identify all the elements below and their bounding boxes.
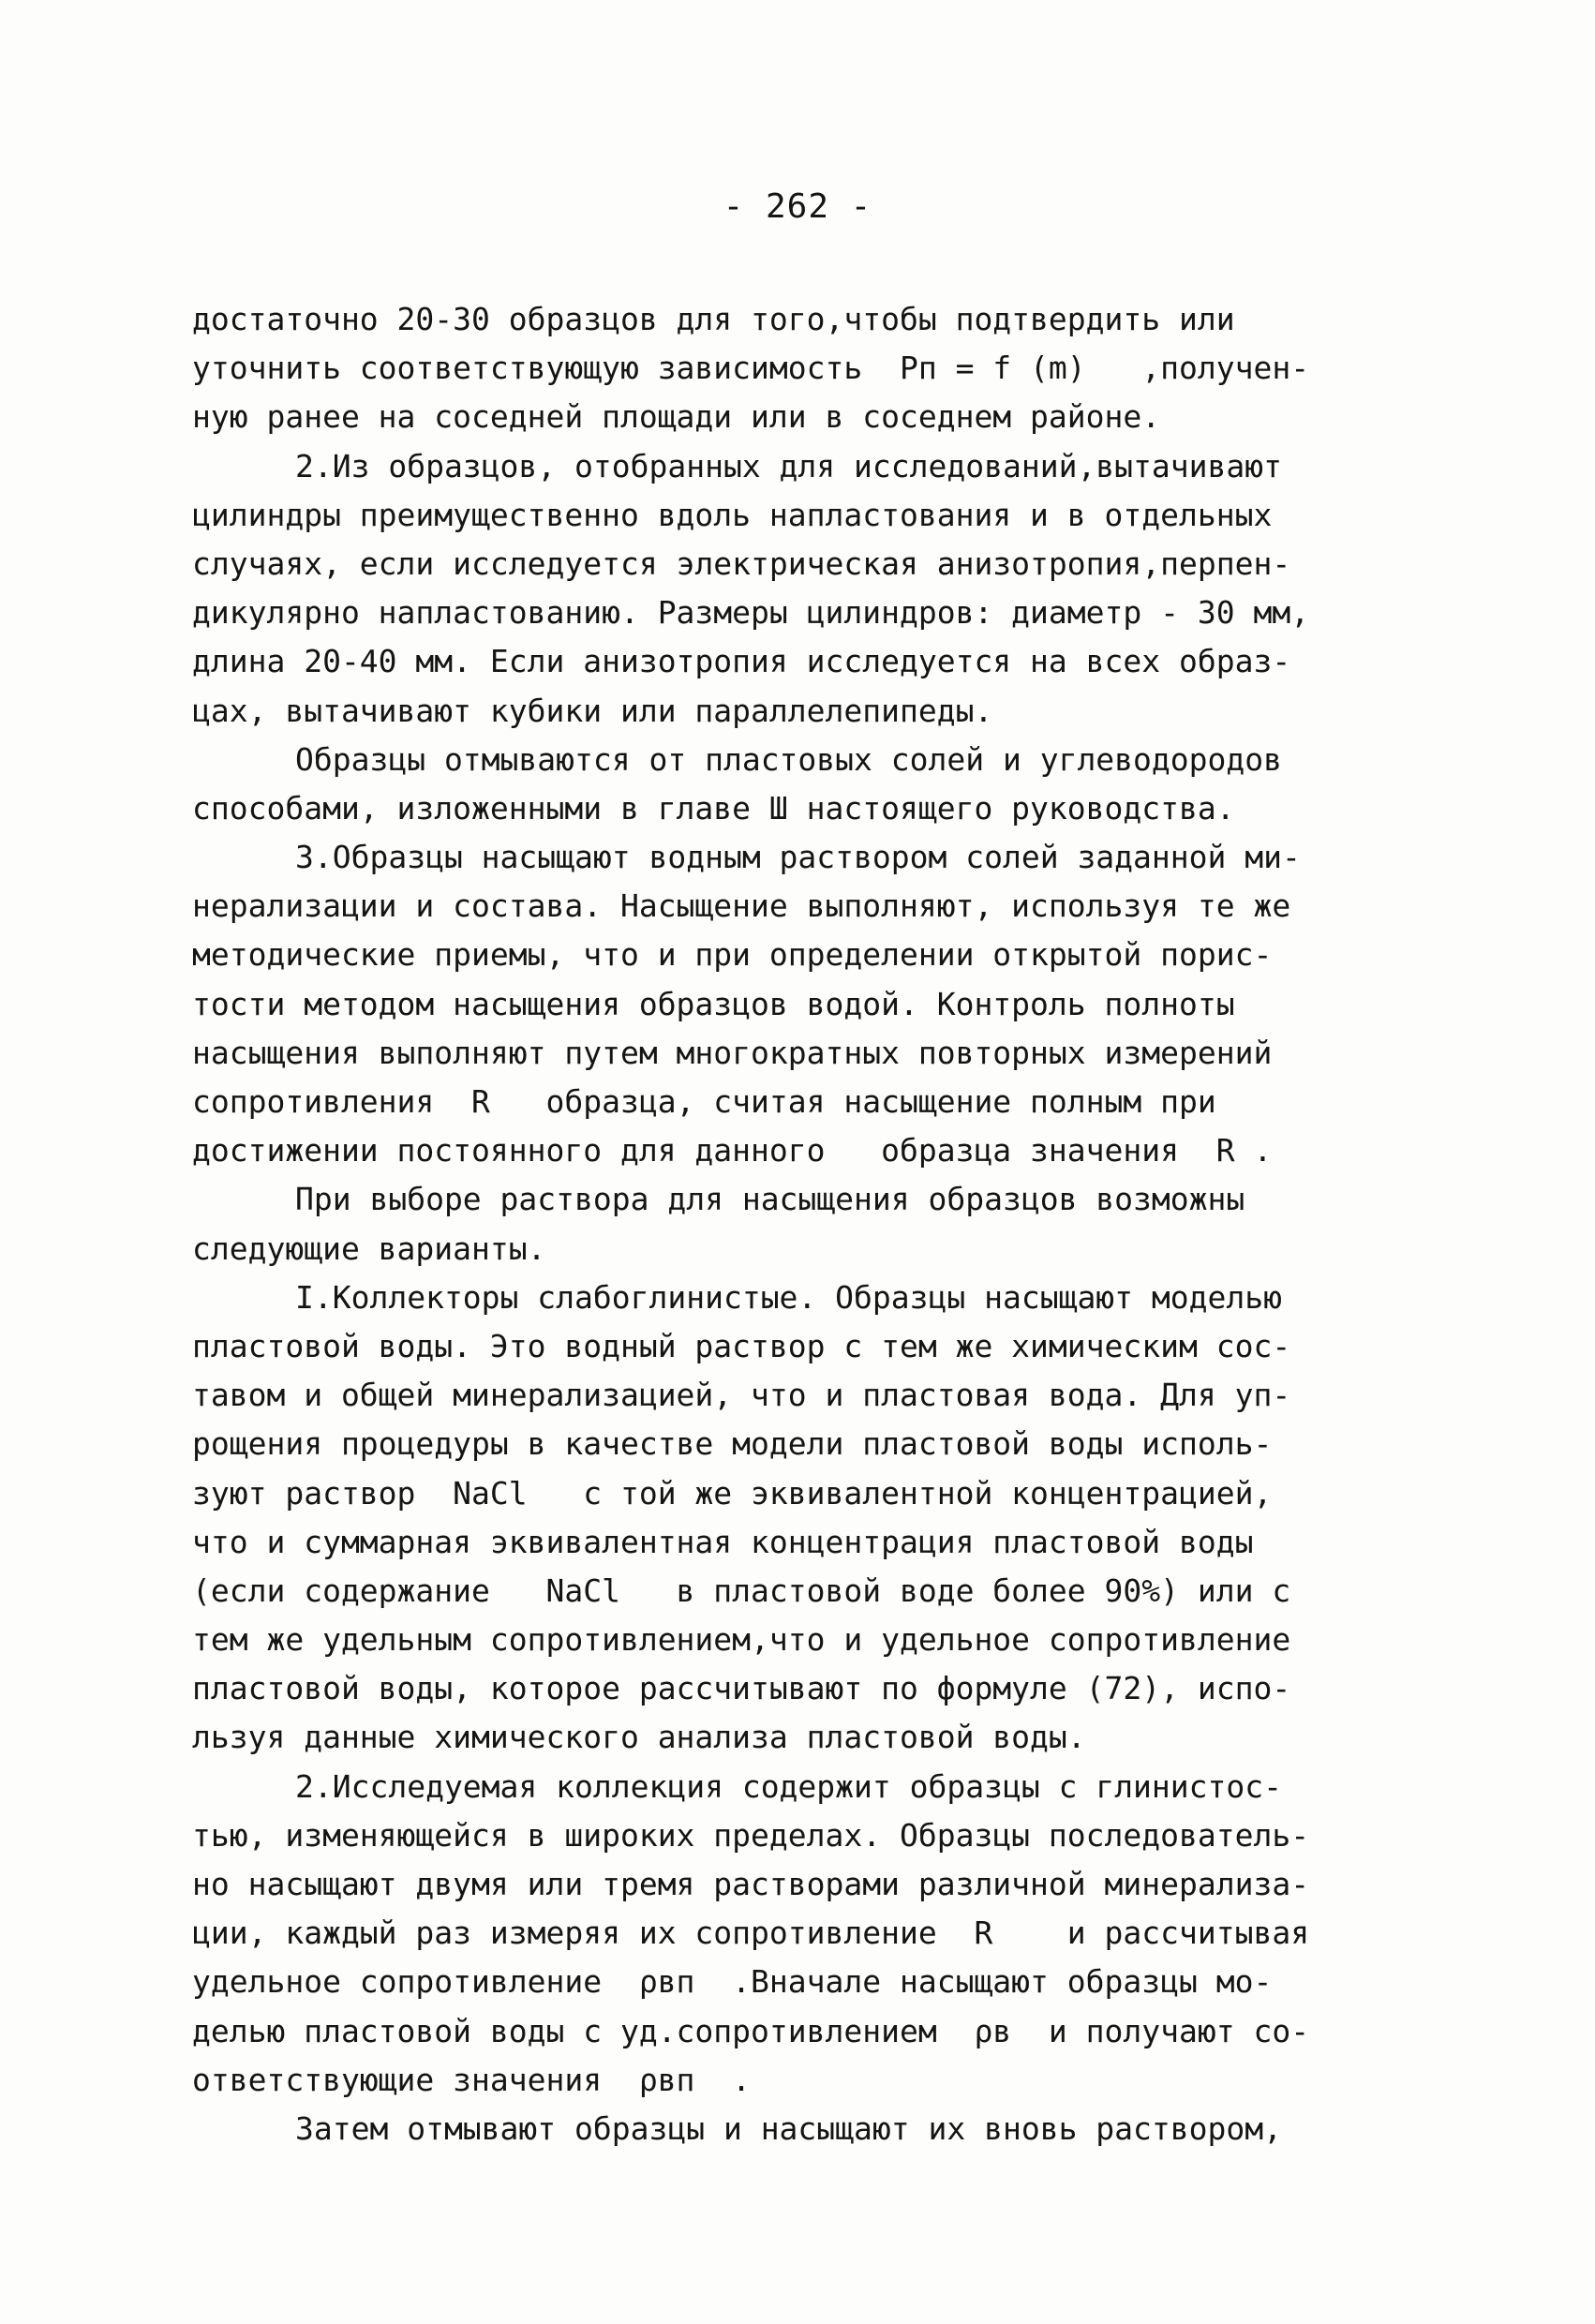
text-line: но насыщают двумя или тремя растворами различной минерализа- [192, 1866, 1310, 1902]
text-line: удельное сопротивление ρвп .Вначале насыщают образцы мо- [192, 1963, 1273, 2001]
body-text [192, 295, 1429, 2153]
text-line: цилиндры преимущественно вдоль напластования и в отдельных [192, 496, 1273, 533]
text-line: длина 20-40 мм. Если анизотропия исследуется на всех образ- [192, 643, 1291, 680]
text-line: тем же удельным сопротивлением,что и удельное сопротивление [192, 1621, 1291, 1659]
text-line: пластовой воды, которое рассчитывают по формуле (72), испо- [192, 1670, 1291, 1707]
page-number: - 262 - [723, 187, 872, 226]
text-line: случаях, если исследуется электрическая анизотропия,перпен- [192, 544, 1291, 582]
text-line: При выборе раствора для насыщения образцов возможны [295, 1181, 1245, 1218]
text-line: зуют раствор NaCl с той же эквивалентной концентрацией, [192, 1474, 1273, 1512]
text-line: 2.Из образцов, отобранных для исследований,вытачивают [295, 447, 1282, 484]
text-line: цах, вытачивают кубики или параллелепипеды. [192, 692, 993, 729]
text-line: 2.Исследуемая коллекция содержит образцы с глинистос- [295, 1767, 1282, 1805]
text-line: тавом и общей минерализацией, что и пластовая вода. Для уп- [192, 1377, 1291, 1414]
text-line: нерализации и состава. Насыщение выполняют, используя те же [192, 887, 1291, 925]
text-line: делью пластовой воды с уд.сопротивлением ρв и получают со- [192, 2012, 1310, 2049]
text-line: ции, каждый раз измеряя их сопротивление R и рассчитывая [192, 1914, 1310, 1952]
text-line: достаточно 20-30 образцов для того,чтобы подтвердить или [192, 301, 1235, 337]
text-line: тью, изменяющейся в широких пределах. Образцы последователь- [192, 1816, 1310, 1854]
text-line: уточнить соответствующую зависимость Pп = f (m) ,получен- [192, 350, 1310, 387]
text-line: сопротивления R образца, считая насыщение полным при [192, 1083, 1216, 1120]
text-line: способами, изложенными в главе Ш настоящего руководства. [192, 789, 1235, 827]
text-line: что и суммарная эквивалентная концентрация пластовой воды [192, 1523, 1254, 1560]
text-line: насыщения выполняют путем многократных повторных измерений [192, 1034, 1273, 1071]
text-line: рощения процедуры в качестве модели пластовой воды исполь- [192, 1425, 1273, 1463]
text-line: Затем отмывают образцы и насыщают их вновь раствором, [295, 2109, 1282, 2147]
text-line: ную ранее на соседней площади или в соседнем районе. [192, 398, 1161, 436]
text-line: пластовой воды. Это водный раствор с тем же химическим сос- [192, 1327, 1291, 1364]
text-line: I.Коллекторы слабоглинистые. Образцы насыщают моделью [295, 1278, 1282, 1316]
text-line: тости методом насыщения образцов водой. Контроль полноты [192, 985, 1235, 1022]
text-line: дикулярно напластованию. Размеры цилиндров: диаметр - 30 мм, [192, 594, 1310, 632]
text-line: достижении постоянного для данного образца значения R . [192, 1132, 1273, 1169]
text-line: 3.Образцы насыщают водным раствором солей заданной ми- [295, 839, 1301, 876]
text-line: ответствующие значения ρвп . [192, 2061, 752, 2098]
text-line: Образцы отмываются от пластовых солей и углеводородов [295, 740, 1282, 778]
text-line: (если содержание NaCl в пластовой воде более 90%) или с [192, 1572, 1291, 1609]
text-line: следующие варианты. [192, 1229, 546, 1267]
text-line: методические приемы, что и при определении открытой порис- [192, 936, 1273, 974]
text-line: льзуя данные химического анализа пластовой воды. [192, 1719, 1086, 1756]
